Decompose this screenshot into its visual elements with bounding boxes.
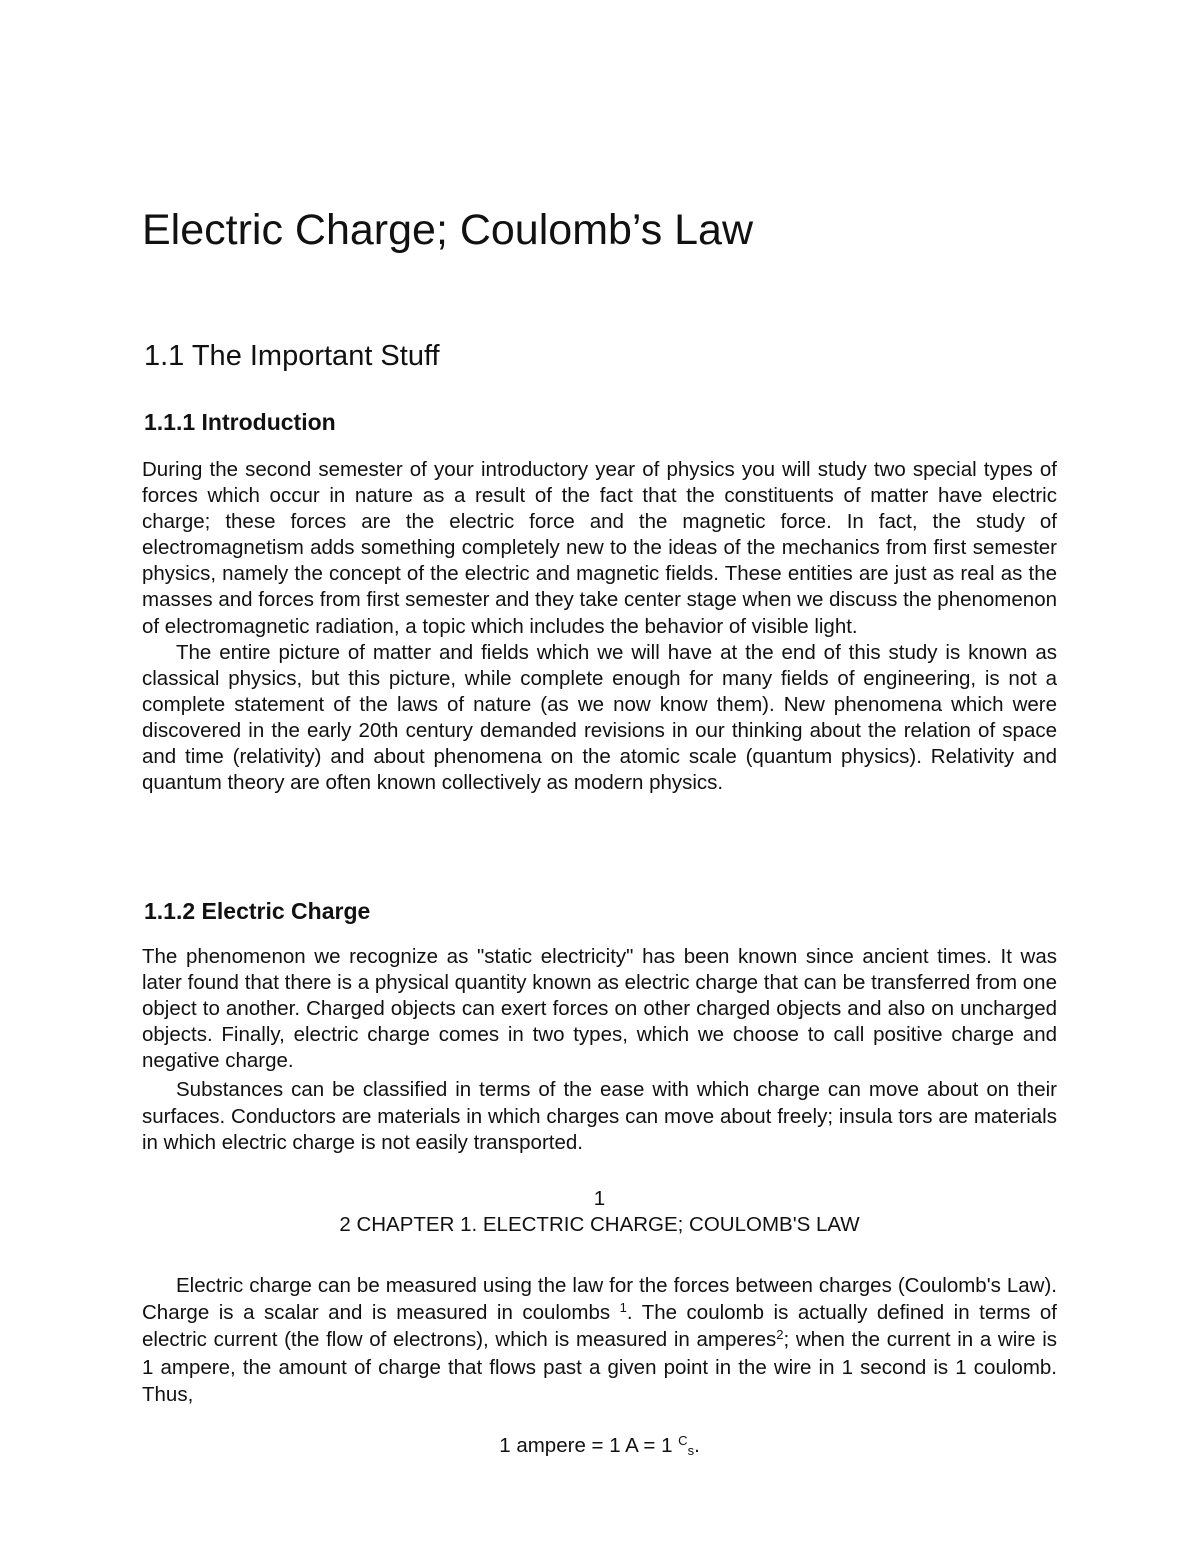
section-heading-1-1: 1.1 The Important Stuff — [144, 340, 440, 372]
continuation-part-1: Electric charge can be measured using the law for the forces between charges (Coulomb's Law). Charge is a scalar and is measured in coulombs — [142, 1274, 1057, 1325]
page-number: 1 — [593, 1187, 606, 1210]
introduction-paragraph-1: During the second semester of your introductory year of physics you will study two special types of forces which occur in nature as a result of the fact that the constituents of matter have electric charge; these forces are the electric force and the magnetic force. In fact, the study of electromagnetism adds something completely new to the ideas of the mechanics from first semester physics, namely the concept of the electric and magnetic fields. These entities are just as real as the masses and forces from first semester and they take center stage when we discuss the phenomenon of electromagnetic radiation, a topic which includes the behavior of visible light. — [142, 458, 1057, 638]
equation-numerator: C — [678, 1433, 688, 1448]
subsection-heading-electric-charge: 1.1.2 Electric Charge — [144, 898, 371, 924]
continuation-text — [142, 1272, 1057, 1408]
continuation-paragraph — [142, 1272, 1057, 1408]
introduction-text — [142, 457, 1057, 796]
ampere-equation — [142, 1433, 1057, 1459]
subsection-heading-introduction: 1.1.1 Introduction — [144, 409, 336, 435]
electric-charge-paragraph-1: The phenomenon we recognize as "static electricity" has been known since ancient times. It was later found that there is a physical quantity known as electric charge that can be transferred from one object to another. Charged objects can exert forces on other charged objects and also on uncharged objects. Finally, electric charge comes in two types, which we choose to call positive charge and negative charge. — [142, 945, 1057, 1073]
electric-charge-text — [142, 944, 1057, 1156]
running-header: 2 CHAPTER 1. ELECTRIC CHARGE; COULOMB'S LAW — [339, 1213, 860, 1236]
introduction-paragraph-2: The entire picture of matter and fields which we will have at the end of this study is known as classical physics, but this picture, while complete enough for many fields of engineering, is not a complete statement of the laws of nature (as we now know them). New phenomena which were discovered in the early 20th century demanded revisions in our thinking about the relation of space and time (relativity) and about phenomena on the atomic scale (quantum physics). Relativity and quantum theory are often known collectively as modern physics. — [142, 640, 1057, 795]
electric-charge-paragraph-2: Substances can be classified in terms of the ease with which charge can move about on their surfaces. Conductors are materials in which charges can move about freely; insula tors are materials in which electric charge is not easily transported. — [142, 1078, 1057, 1154]
equation-lhs: 1 ampere = 1 A = 1 — [499, 1434, 679, 1457]
equation-denominator: s — [687, 1443, 695, 1458]
equation-trail: . — [694, 1434, 700, 1457]
continuation-part-3: ; when the current in a wire is 1 ampere, the amount of charge that flows past a given point in the wire in 1 second is 1 coulomb. Thus, — [142, 1328, 1057, 1406]
continuation-part-2: . The coulomb is actually defined in terms of electric current (the flow of electrons), which is measured in amperes — [142, 1301, 1057, 1352]
page-title: Electric Charge; Coulomb’s Law — [142, 206, 754, 254]
footnote-marker-2: 2 — [776, 1327, 784, 1343]
footnote-marker-1: 1 — [619, 1300, 627, 1316]
